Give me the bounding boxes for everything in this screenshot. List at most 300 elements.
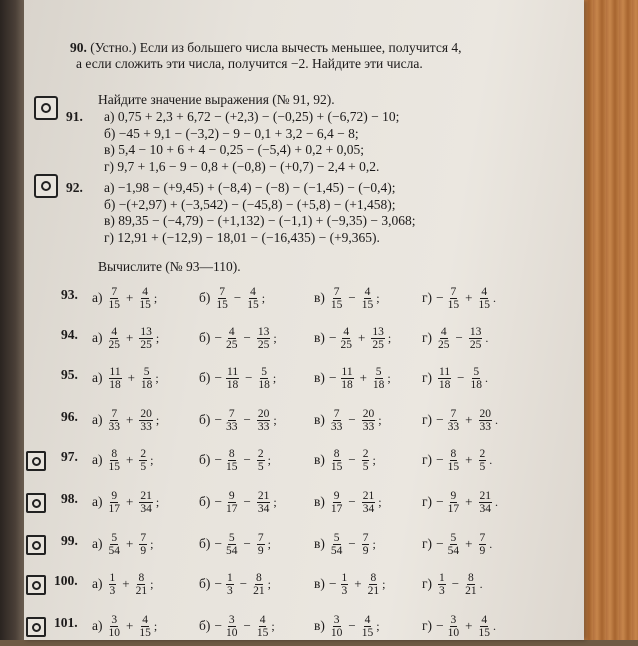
numerator: 2: [257, 447, 264, 460]
fraction-expression: [199, 358, 276, 398]
numerator: 4: [440, 325, 447, 338]
item-label: в): [314, 576, 325, 591]
fraction-expression: [199, 524, 271, 564]
exercise-badge-icon: [34, 174, 58, 198]
item-label: в): [314, 290, 325, 305]
numerator: 7: [111, 407, 118, 420]
denominator: 15: [478, 298, 491, 311]
numerator: 4: [343, 325, 350, 338]
item-label: а): [92, 330, 103, 345]
denominator: 34: [479, 502, 492, 515]
numerator: 13: [469, 325, 482, 338]
sign: −: [214, 536, 222, 551]
denominator: 15: [226, 460, 238, 473]
punctuation: ;: [267, 452, 271, 467]
denominator: 25: [372, 338, 384, 351]
fraction-expression: [422, 440, 492, 480]
numerator: 1: [227, 571, 233, 584]
punctuation: ;: [273, 494, 277, 509]
punctuation: ;: [150, 576, 154, 591]
denominator: 15: [256, 626, 269, 639]
item-label: б): [199, 618, 211, 633]
fraction: [368, 572, 380, 597]
problem-line: в) 5,4 − 10 + 6 + 4 − 0,25 − (−5,4) + 0,2 + 0,05;: [104, 142, 365, 157]
denominator: 33: [362, 420, 375, 433]
fraction-expression: [199, 606, 275, 646]
numerator: 2: [479, 447, 486, 460]
denominator: 33: [479, 420, 492, 433]
fraction: [362, 448, 370, 473]
punctuation: ;: [372, 452, 376, 467]
exercise-row: [24, 524, 584, 564]
numerator: 5: [111, 531, 118, 544]
punctuation: ;: [153, 290, 158, 305]
denominator: 17: [330, 502, 343, 515]
item-label: б): [199, 452, 211, 467]
operator: +: [126, 618, 134, 633]
numerator: 4: [142, 613, 148, 626]
fraction-expression: [314, 482, 382, 522]
problem-number: 90.: [70, 40, 87, 55]
operator: −: [243, 618, 251, 633]
denominator: 15: [139, 626, 151, 639]
denominator: 15: [361, 626, 374, 639]
problem-number: 97.: [61, 449, 78, 464]
item-label: б): [199, 494, 211, 509]
item-label: б): [199, 330, 211, 345]
fraction: [362, 286, 374, 311]
operator: −: [348, 618, 356, 633]
sign: −: [214, 370, 222, 385]
punctuation: ;: [155, 494, 160, 509]
numerator: 1: [109, 571, 116, 584]
denominator: 5: [140, 460, 147, 473]
fraction-expression: [314, 400, 382, 440]
fraction: [479, 490, 493, 515]
numerator: 20: [362, 407, 375, 420]
item-label: г): [422, 330, 433, 345]
denominator: 18: [258, 378, 270, 391]
exercise-row: [24, 358, 584, 398]
fraction-expression: [199, 564, 271, 604]
operator: +: [122, 576, 130, 591]
sign: −: [328, 370, 337, 385]
fraction-expression: [422, 564, 483, 604]
numerator: 2: [362, 447, 369, 460]
numerator: 4: [364, 285, 371, 298]
operator: +: [359, 370, 367, 385]
numerator: 4: [228, 325, 235, 338]
item-label: а): [92, 618, 103, 633]
denominator: 21: [367, 584, 380, 597]
numerator: 7: [257, 531, 264, 544]
fraction: [226, 572, 234, 597]
punctuation: .: [489, 536, 493, 551]
denominator: 33: [140, 420, 152, 433]
operator: +: [465, 536, 473, 551]
punctuation: ;: [376, 290, 380, 305]
punctuation: ;: [267, 536, 271, 551]
denominator: 9: [362, 544, 369, 557]
denominator: 25: [438, 338, 450, 351]
fraction: [226, 490, 238, 515]
sign: −: [436, 452, 444, 467]
denominator: 21: [135, 584, 148, 597]
fraction: [362, 614, 374, 639]
item-label: г): [422, 412, 433, 427]
punctuation: ;: [153, 618, 158, 633]
numerator: 21: [479, 489, 492, 502]
numerator: 5: [143, 365, 150, 378]
item-label: г): [422, 494, 433, 509]
problem-number: 96.: [61, 409, 78, 424]
numerator: 5: [375, 365, 382, 378]
numerator: 9: [333, 489, 340, 502]
operator: −: [348, 290, 356, 305]
numerator: 4: [481, 613, 488, 626]
operator: +: [126, 536, 134, 551]
sign: −: [214, 452, 222, 467]
denominator: 5: [362, 460, 369, 473]
fraction-expression: [199, 318, 277, 358]
punctuation: ;: [387, 330, 392, 345]
sign: −: [328, 330, 337, 345]
numerator: 7: [450, 407, 457, 420]
fraction: [331, 286, 343, 311]
sign: −: [214, 494, 222, 509]
operator: +: [127, 370, 135, 385]
item-label: г): [422, 618, 433, 633]
punctuation: ;: [155, 370, 159, 385]
fraction-expression: [92, 564, 153, 604]
problem-number: 91.: [66, 109, 83, 124]
problem-number: 98.: [61, 491, 78, 506]
numerator: 20: [479, 407, 492, 420]
exercise-badge-icon: [26, 493, 46, 513]
punctuation: .: [495, 494, 499, 509]
fraction: [479, 286, 491, 311]
punctuation: .: [489, 452, 493, 467]
fraction: [448, 448, 460, 473]
denominator: 18: [470, 378, 482, 391]
numerator: 8: [111, 447, 118, 460]
item-label: г): [422, 536, 433, 551]
operator: −: [243, 494, 251, 509]
numerator: 7: [140, 531, 147, 544]
fraction: [362, 532, 370, 557]
fraction-expression: [92, 524, 153, 564]
numerator: 9: [228, 489, 235, 502]
denominator: 25: [226, 338, 238, 351]
operator: +: [465, 618, 473, 633]
sign: −: [436, 412, 444, 427]
item-label: а): [92, 536, 103, 551]
fraction: [141, 366, 153, 391]
denominator: 21: [465, 584, 477, 597]
operator: −: [243, 330, 251, 345]
problem-line: г) 12,91 + (−12,9) − 18,01 − (−16,435) − (+9,365).: [104, 229, 380, 245]
fraction: [479, 614, 491, 639]
fraction: [479, 532, 487, 557]
problem-91: [104, 109, 399, 175]
operator: −: [243, 452, 251, 467]
fraction: [109, 366, 122, 391]
fraction: [253, 572, 265, 597]
item-label: г): [422, 290, 433, 305]
numerator: 3: [111, 613, 118, 626]
numerator: 21: [140, 489, 152, 502]
fraction-expression: [314, 318, 391, 358]
problem-number: 95.: [61, 367, 78, 382]
section-heading: Найдите значение выражения (№ 91, 92).: [98, 92, 335, 107]
denominator: 9: [257, 544, 264, 557]
fraction: [226, 326, 238, 351]
problem-line: б) −45 + 9,1 − (−3,2) − 9 − 0,1 + 3,2 − 6,4 − 8;: [104, 125, 359, 141]
fraction: [373, 366, 385, 391]
punctuation: ;: [273, 330, 277, 345]
denominator: 18: [140, 378, 153, 391]
denominator: 9: [479, 544, 486, 557]
fraction: [448, 286, 460, 311]
fraction: [438, 326, 450, 351]
fraction: [257, 490, 271, 515]
textbook-page: [24, 0, 584, 640]
problem-number: 99.: [61, 533, 78, 548]
problem-number: 101.: [54, 615, 78, 630]
fraction: [247, 286, 259, 311]
punctuation: ;: [155, 412, 160, 427]
fraction: [257, 326, 271, 351]
fraction: [257, 408, 271, 433]
item-label: а): [92, 576, 103, 591]
numerator: 9: [450, 489, 457, 502]
numerator: 5: [228, 531, 235, 544]
numerator: 1: [341, 571, 348, 584]
item-label: б): [199, 536, 211, 551]
operator: +: [465, 412, 473, 427]
operator: −: [243, 412, 251, 427]
fraction: [371, 326, 385, 351]
fraction: [109, 532, 121, 557]
numerator: 4: [111, 325, 118, 338]
numerator: 8: [255, 571, 262, 584]
fraction: [139, 448, 147, 473]
denominator: 15: [247, 298, 259, 311]
operator: +: [126, 452, 134, 467]
fraction-expression: [92, 358, 159, 398]
item-label: а): [92, 290, 103, 305]
punctuation: ;: [271, 618, 275, 633]
fraction: [109, 614, 121, 639]
numerator: 7: [111, 285, 118, 298]
punctuation: ;: [261, 290, 266, 305]
punctuation: .: [484, 370, 488, 385]
numerator: 8: [333, 447, 340, 460]
denominator: 18: [109, 378, 121, 391]
numerator: 11: [439, 365, 451, 378]
numerator: 7: [333, 285, 340, 298]
operator: +: [465, 494, 473, 509]
denominator: 33: [447, 420, 460, 433]
denominator: 15: [447, 460, 460, 473]
fraction-expression: [92, 400, 159, 440]
exercise-badge-icon: [26, 575, 46, 595]
sign: −: [436, 494, 444, 509]
sign: −: [214, 618, 222, 633]
operator: +: [126, 290, 134, 305]
denominator: 3: [341, 584, 348, 597]
fraction: [226, 614, 238, 639]
fraction-expression: [314, 358, 391, 398]
numerator: 9: [111, 489, 118, 502]
fraction-expression: [199, 482, 277, 522]
numerator: 8: [468, 571, 474, 584]
exercise-badge-icon: [34, 96, 58, 120]
denominator: 17: [226, 502, 238, 515]
fraction-expression: [199, 440, 271, 480]
numerator: 20: [257, 407, 270, 420]
denominator: 25: [340, 338, 352, 351]
denominator: 33: [257, 420, 270, 433]
operator: −: [348, 452, 356, 467]
numerator: 8: [450, 447, 457, 460]
exercise-row: [24, 278, 584, 318]
fraction-expression: [92, 482, 159, 522]
fraction: [109, 490, 121, 515]
numerator: 7: [362, 531, 369, 544]
fraction: [465, 572, 477, 597]
fraction: [139, 408, 153, 433]
punctuation: ;: [150, 452, 154, 467]
numerator: 8: [228, 447, 235, 460]
denominator: 34: [362, 502, 375, 515]
item-label: в): [314, 412, 325, 427]
item-label: а): [92, 452, 103, 467]
fraction: [438, 572, 446, 597]
numerator: 7: [450, 285, 457, 298]
problem-line: в) 89,35 − (−4,79) − (+1,132) − (−1,1) + (−9,35) − 3,068;: [104, 213, 416, 228]
fraction: [136, 572, 148, 597]
exercise-row: [24, 606, 584, 646]
sign: −: [214, 330, 222, 345]
fraction: [331, 614, 343, 639]
fraction-expression: [314, 606, 380, 646]
denominator: 10: [330, 626, 343, 639]
punctuation: .: [493, 290, 497, 305]
item-label: г): [422, 370, 433, 385]
section-heading: Вычислите (№ 93—110).: [98, 259, 241, 274]
fraction-expression: [422, 606, 496, 646]
operator: −: [348, 412, 356, 427]
numerator: 4: [259, 613, 266, 626]
fraction: [448, 532, 460, 557]
numerator: 20: [140, 407, 152, 420]
operator: +: [465, 290, 473, 305]
denominator: 21: [253, 584, 265, 597]
punctuation: ;: [376, 618, 380, 633]
fraction: [109, 286, 121, 311]
fraction: [257, 532, 265, 557]
punctuation: ;: [155, 330, 160, 345]
fraction: [362, 408, 376, 433]
denominator: 54: [226, 544, 238, 557]
numerator: 11: [109, 365, 121, 378]
fraction-expression: [422, 278, 496, 318]
fraction: [139, 614, 151, 639]
problem-92: [104, 180, 415, 246]
denominator: 5: [257, 460, 264, 473]
denominator: 3: [227, 584, 233, 597]
fraction: [341, 326, 353, 351]
denominator: 18: [372, 378, 385, 391]
numerator: 4: [481, 285, 488, 298]
fraction-expression: [92, 606, 157, 646]
problem-line: г) 9,7 + 1,6 − 9 − 0,8 + (−0,8) − (+0,7) − 2,4 + 0,2.: [104, 158, 380, 174]
punctuation: ;: [382, 576, 386, 591]
operator: +: [126, 330, 134, 345]
denominator: 25: [469, 338, 482, 351]
punctuation: ;: [150, 536, 154, 551]
fraction-expression: [422, 358, 488, 398]
numerator: 8: [370, 571, 377, 584]
problem-number: 92.: [66, 180, 83, 195]
item-label: б): [199, 412, 211, 427]
operator: −: [243, 536, 251, 551]
denominator: 18: [226, 378, 239, 391]
numerator: 21: [257, 489, 270, 502]
item-label: г): [422, 576, 433, 591]
sign: −: [436, 290, 444, 305]
denominator: 10: [108, 626, 120, 639]
denominator: 9: [140, 544, 147, 557]
fraction: [109, 408, 121, 433]
item-label: б): [199, 290, 211, 305]
sign: −: [214, 412, 222, 427]
numerator: 7: [219, 285, 225, 298]
fraction: [257, 614, 269, 639]
numerator: 3: [228, 613, 235, 626]
fraction-expression: [422, 318, 488, 358]
denominator: 15: [139, 298, 151, 311]
fraction-expression: [314, 440, 376, 480]
denominator: 18: [438, 378, 451, 391]
fraction-expression: [422, 482, 498, 522]
problem-number: 93.: [61, 287, 78, 302]
sign: −: [328, 576, 337, 591]
problem-line: б) −(+2,97) + (−3,542) − (−45,8) − (+5,8) − (+1,458);: [104, 196, 396, 212]
denominator: 5: [479, 460, 486, 473]
denominator: 15: [361, 298, 374, 311]
punctuation: ;: [378, 412, 382, 427]
denominator: 17: [108, 502, 120, 515]
item-label: а): [92, 370, 103, 385]
denominator: 10: [447, 626, 460, 639]
fraction: [109, 448, 121, 473]
fraction: [331, 490, 343, 515]
table-edge-left: [0, 0, 26, 640]
operator: −: [348, 536, 356, 551]
numerator: 5: [473, 365, 480, 378]
exercise-row: [24, 564, 584, 604]
exercise-badge-icon: [26, 535, 46, 555]
problem-90: [70, 40, 462, 72]
fraction-expression: [314, 524, 376, 564]
denominator: 15: [108, 298, 120, 311]
denominator: 25: [140, 338, 152, 351]
fraction: [139, 286, 151, 311]
denominator: 15: [447, 298, 460, 311]
denominator: 54: [108, 544, 120, 557]
